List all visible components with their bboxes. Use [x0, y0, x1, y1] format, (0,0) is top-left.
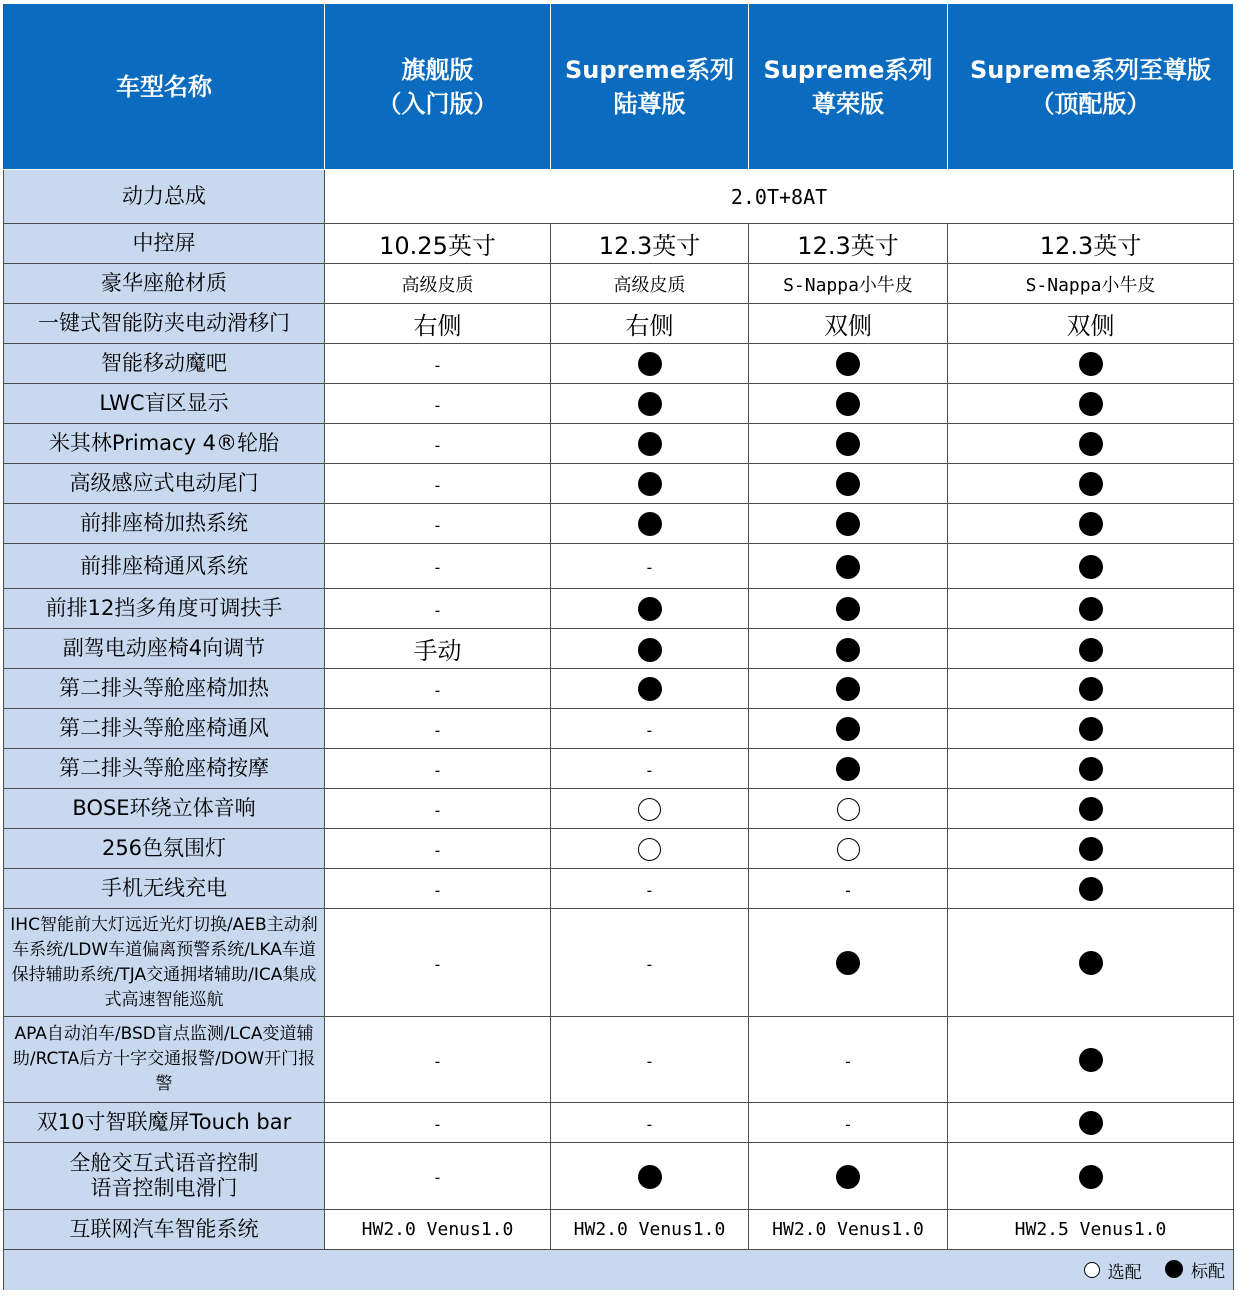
legend-row: [4, 1250, 1234, 1291]
table-row: [4, 170, 1234, 224]
trim-name: Supreme系列: [763, 55, 933, 84]
dash-mark: -: [644, 880, 655, 900]
value-cell: 12.3英寸: [948, 224, 1234, 264]
standard-cell: [749, 589, 948, 629]
optional-cell: [551, 789, 749, 829]
row-label: 智能移动魔吧: [4, 344, 325, 384]
not-available-cell: [551, 749, 749, 789]
standard-cell: [551, 629, 749, 669]
dash-mark: -: [644, 558, 655, 577]
trim-header-4: [948, 4, 1234, 170]
row-label: 双10寸智联魔屏Touch bar: [4, 1103, 325, 1143]
standard-dot-icon: [836, 555, 860, 579]
row-label: BOSE环绕立体音响: [4, 789, 325, 829]
standard-dot-icon: [1079, 837, 1103, 861]
standard-dot-icon: [1079, 797, 1103, 821]
standard-cell: [948, 749, 1234, 789]
dash-mark: -: [432, 558, 443, 577]
standard-cell: [948, 1143, 1234, 1210]
value-cell: 双侧: [749, 304, 948, 344]
dash-mark: -: [432, 1051, 443, 1071]
not-available-cell: [325, 384, 551, 424]
standard-dot-icon: [1079, 677, 1103, 701]
dash-mark: -: [432, 954, 443, 974]
header-label: 车型名称: [4, 4, 325, 170]
standard-cell: [749, 384, 948, 424]
standard-dot-icon: [836, 352, 860, 376]
standard-cell: [948, 789, 1234, 829]
not-available-cell: [551, 869, 749, 909]
not-available-cell: [325, 869, 551, 909]
value-cell: 双侧: [948, 304, 1234, 344]
standard-cell: [749, 709, 948, 749]
legend-standard: [1165, 1257, 1225, 1282]
standard-cell: [749, 909, 948, 1017]
row-label: [4, 1143, 325, 1210]
trim-subname: （顶配版）: [1030, 89, 1151, 118]
standard-cell: [749, 504, 948, 544]
standard-dot-icon: [1079, 1048, 1103, 1072]
row-label: 前排座椅通风系统: [4, 544, 325, 589]
standard-cell: [948, 504, 1234, 544]
not-available-cell: [551, 544, 749, 589]
dash-mark: -: [432, 475, 443, 495]
table-row: [4, 829, 1234, 869]
not-available-cell: [325, 1143, 551, 1210]
standard-cell: [551, 464, 749, 504]
row-label-line: 语音控制电滑门: [90, 1176, 238, 1200]
dash-mark: -: [432, 355, 443, 375]
standard-dot-icon: [638, 352, 662, 376]
row-label: APA自动泊车/BSD盲点监测/LCA变道辅助/RCTA后方十字交通报警/DOW开门报警: [4, 1017, 325, 1103]
legend: [4, 1250, 1234, 1291]
standard-dot-icon: [638, 1165, 662, 1189]
value-cell: 10.25英寸: [325, 224, 551, 264]
row-label: 副驾电动座椅4向调节: [4, 629, 325, 669]
standard-cell: [948, 829, 1234, 869]
dash-mark: -: [432, 515, 443, 535]
standard-dot-icon: [638, 638, 662, 662]
row-label: 第二排头等舱座椅按摩: [4, 749, 325, 789]
table-row: [4, 669, 1234, 709]
standard-dot-icon: [1165, 1260, 1183, 1278]
trim-name: Supreme系列: [565, 55, 734, 84]
not-available-cell: [325, 1017, 551, 1103]
standard-cell: [948, 629, 1234, 669]
dash-mark: -: [432, 435, 443, 455]
row-label: 互联网汽车智能系统: [4, 1210, 325, 1250]
trim-subname: （入门版）: [377, 89, 498, 118]
legend-optional-label: 选配: [1107, 1262, 1142, 1283]
row-label: 米其林Primacy 4®轮胎: [4, 424, 325, 464]
standard-cell: [551, 504, 749, 544]
row-label-line: 全舱交互式语音控制: [69, 1151, 259, 1175]
not-available-cell: [551, 909, 749, 1017]
standard-dot-icon: [638, 677, 662, 701]
standard-cell: [948, 869, 1234, 909]
standard-cell: [551, 1143, 749, 1210]
standard-dot-icon: [836, 472, 860, 496]
row-label: 动力总成: [4, 170, 325, 224]
not-available-cell: [325, 344, 551, 384]
not-available-cell: [551, 1017, 749, 1103]
standard-cell: [551, 384, 749, 424]
row-label: 高级感应式电动尾门: [4, 464, 325, 504]
trim-header-1: [325, 4, 551, 170]
not-available-cell: [551, 1103, 749, 1143]
standard-dot-icon: [1079, 512, 1103, 536]
table-row: [4, 629, 1234, 669]
not-available-cell: [325, 464, 551, 504]
table-row: [4, 304, 1234, 344]
value-cell: 高级皮质: [325, 264, 551, 304]
value-cell: 手动: [325, 629, 551, 669]
dash-mark: -: [644, 720, 655, 740]
dash-mark: -: [432, 395, 443, 415]
standard-cell: [551, 669, 749, 709]
standard-cell: [749, 749, 948, 789]
standard-dot-icon: [836, 1165, 860, 1189]
standard-dot-icon: [1079, 392, 1103, 416]
value-cell: 右侧: [325, 304, 551, 344]
standard-cell: [551, 589, 749, 629]
table-row: [4, 909, 1234, 1017]
table-row: [4, 789, 1234, 829]
standard-dot-icon: [1079, 597, 1103, 621]
dash-mark: -: [432, 800, 443, 820]
standard-dot-icon: [836, 951, 860, 975]
value-cell: HW2.0 Venus1.0: [325, 1210, 551, 1250]
value-cell: HW2.0 Venus1.0: [551, 1210, 749, 1250]
not-available-cell: [749, 1017, 948, 1103]
value-cell: HW2.5 Venus1.0: [948, 1210, 1234, 1250]
standard-dot-icon: [638, 392, 662, 416]
value-cell: S-Nappa小牛皮: [948, 264, 1234, 304]
value-cell: 12.3英寸: [551, 224, 749, 264]
standard-cell: [948, 424, 1234, 464]
optional-circle-icon: [837, 798, 860, 821]
dash-mark: -: [644, 1114, 655, 1134]
value-cell: 高级皮质: [551, 264, 749, 304]
standard-dot-icon: [638, 597, 662, 621]
trim-subname: 陆尊版: [613, 89, 686, 118]
not-available-cell: [325, 504, 551, 544]
trim-header-3: [749, 4, 948, 170]
row-label: 256色氛围灯: [4, 829, 325, 869]
value-cell: S-Nappa小牛皮: [749, 264, 948, 304]
table-row: [4, 344, 1234, 384]
dash-mark: -: [432, 840, 443, 860]
not-available-cell: [325, 424, 551, 464]
not-available-cell: [749, 1103, 948, 1143]
standard-cell: [749, 544, 948, 589]
row-label: LWC盲区显示: [4, 384, 325, 424]
powertrain-value: 2.0T+8AT: [325, 170, 1234, 224]
optional-cell: [551, 829, 749, 869]
row-label: 前排座椅加热系统: [4, 504, 325, 544]
row-label: 豪华座舱材质: [4, 264, 325, 304]
standard-cell: [948, 1103, 1234, 1143]
optional-circle-icon: [1084, 1262, 1100, 1278]
optional-cell: [749, 789, 948, 829]
legend-standard-label: 标配: [1191, 1261, 1225, 1282]
standard-dot-icon: [1079, 472, 1103, 496]
dash-mark: -: [432, 880, 443, 900]
table-row: [4, 264, 1234, 304]
standard-dot-icon: [1079, 757, 1103, 781]
trim-subname: 尊荣版: [812, 89, 884, 118]
not-available-cell: [325, 789, 551, 829]
spec-table: [3, 3, 1234, 1290]
optional-cell: [749, 829, 948, 869]
table-row: [4, 1143, 1234, 1210]
not-available-cell: [325, 669, 551, 709]
trim-name: 旗舰版: [401, 55, 474, 84]
not-available-cell: [749, 869, 948, 909]
trim-name: Supreme系列至尊版: [970, 55, 1211, 84]
table-row: [4, 1210, 1234, 1250]
standard-dot-icon: [836, 757, 860, 781]
optional-circle-icon: [837, 838, 860, 861]
standard-cell: [948, 384, 1234, 424]
table-row: [4, 464, 1234, 504]
row-label: IHC智能前大灯远近光灯切换/AEB主动刹车系统/LDW车道偏离预警系统/LKA车道保持辅助系统/TJA交通拥堵辅助/ICA集成式高速智能巡航: [4, 909, 325, 1017]
standard-cell: [551, 344, 749, 384]
standard-dot-icon: [1079, 555, 1103, 579]
standard-dot-icon: [836, 717, 860, 741]
not-available-cell: [325, 909, 551, 1017]
dash-mark: -: [432, 1168, 443, 1187]
standard-dot-icon: [836, 512, 860, 536]
table-row: [4, 709, 1234, 749]
not-available-cell: [325, 709, 551, 749]
standard-cell: [749, 1143, 948, 1210]
header-row: [4, 4, 1234, 170]
dash-mark: -: [432, 1114, 443, 1134]
standard-cell: [749, 464, 948, 504]
table-row: [4, 869, 1234, 909]
standard-cell: [948, 464, 1234, 504]
standard-dot-icon: [638, 512, 662, 536]
row-label: 第二排头等舱座椅通风: [4, 709, 325, 749]
table-row: [4, 749, 1234, 789]
standard-cell: [948, 344, 1234, 384]
row-label: 前排12挡多角度可调扶手: [4, 589, 325, 629]
dash-mark: -: [432, 760, 443, 780]
optional-circle-icon: [638, 798, 661, 821]
not-available-cell: [325, 829, 551, 869]
standard-dot-icon: [836, 638, 860, 662]
legend-optional: [1084, 1258, 1142, 1283]
standard-cell: [948, 544, 1234, 589]
value-cell: HW2.0 Venus1.0: [749, 1210, 948, 1250]
value-cell: 右侧: [551, 304, 749, 344]
table-row: [4, 224, 1234, 264]
dash-mark: -: [432, 720, 443, 740]
standard-cell: [749, 344, 948, 384]
table-row: [4, 504, 1234, 544]
row-label: 中控屏: [4, 224, 325, 264]
optional-circle-icon: [638, 838, 661, 861]
table-row: [4, 589, 1234, 629]
standard-cell: [948, 909, 1234, 1017]
standard-dot-icon: [1079, 1111, 1103, 1135]
standard-cell: [749, 424, 948, 464]
table-row: [4, 544, 1234, 589]
table-row: [4, 424, 1234, 464]
dash-mark: -: [843, 1114, 853, 1134]
standard-dot-icon: [638, 432, 662, 456]
dash-mark: -: [644, 1051, 655, 1071]
standard-cell: [551, 424, 749, 464]
row-label: 手机无线充电: [4, 869, 325, 909]
standard-dot-icon: [1079, 638, 1103, 662]
standard-dot-icon: [836, 392, 860, 416]
standard-dot-icon: [1079, 951, 1103, 975]
not-available-cell: [325, 544, 551, 589]
standard-dot-icon: [836, 432, 860, 456]
dash-mark: -: [644, 954, 655, 974]
value-cell: 12.3英寸: [749, 224, 948, 264]
standard-cell: [948, 589, 1234, 629]
trim-header-2: [551, 4, 749, 170]
standard-dot-icon: [836, 677, 860, 701]
standard-dot-icon: [1079, 432, 1103, 456]
row-label: 第二排头等舱座椅加热: [4, 669, 325, 709]
standard-dot-icon: [1079, 717, 1103, 741]
standard-cell: [749, 629, 948, 669]
not-available-cell: [325, 749, 551, 789]
standard-dot-icon: [1079, 1165, 1103, 1189]
standard-dot-icon: [638, 472, 662, 496]
standard-cell: [749, 669, 948, 709]
table-row: [4, 1017, 1234, 1103]
standard-dot-icon: [836, 597, 860, 621]
standard-cell: [948, 669, 1234, 709]
standard-dot-icon: [1079, 352, 1103, 376]
not-available-cell: [551, 709, 749, 749]
dash-mark: -: [432, 600, 443, 620]
not-available-cell: [325, 589, 551, 629]
dash-mark: -: [432, 680, 443, 700]
standard-cell: [948, 1017, 1234, 1103]
dash-mark: -: [644, 760, 655, 780]
standard-cell: [948, 709, 1234, 749]
standard-dot-icon: [1079, 877, 1103, 901]
dash-mark: -: [843, 880, 853, 900]
not-available-cell: [325, 1103, 551, 1143]
table-row: [4, 384, 1234, 424]
row-label: 一键式智能防夹电动滑移门: [4, 304, 325, 344]
table-row: [4, 1103, 1234, 1143]
dash-mark: -: [843, 1051, 853, 1071]
